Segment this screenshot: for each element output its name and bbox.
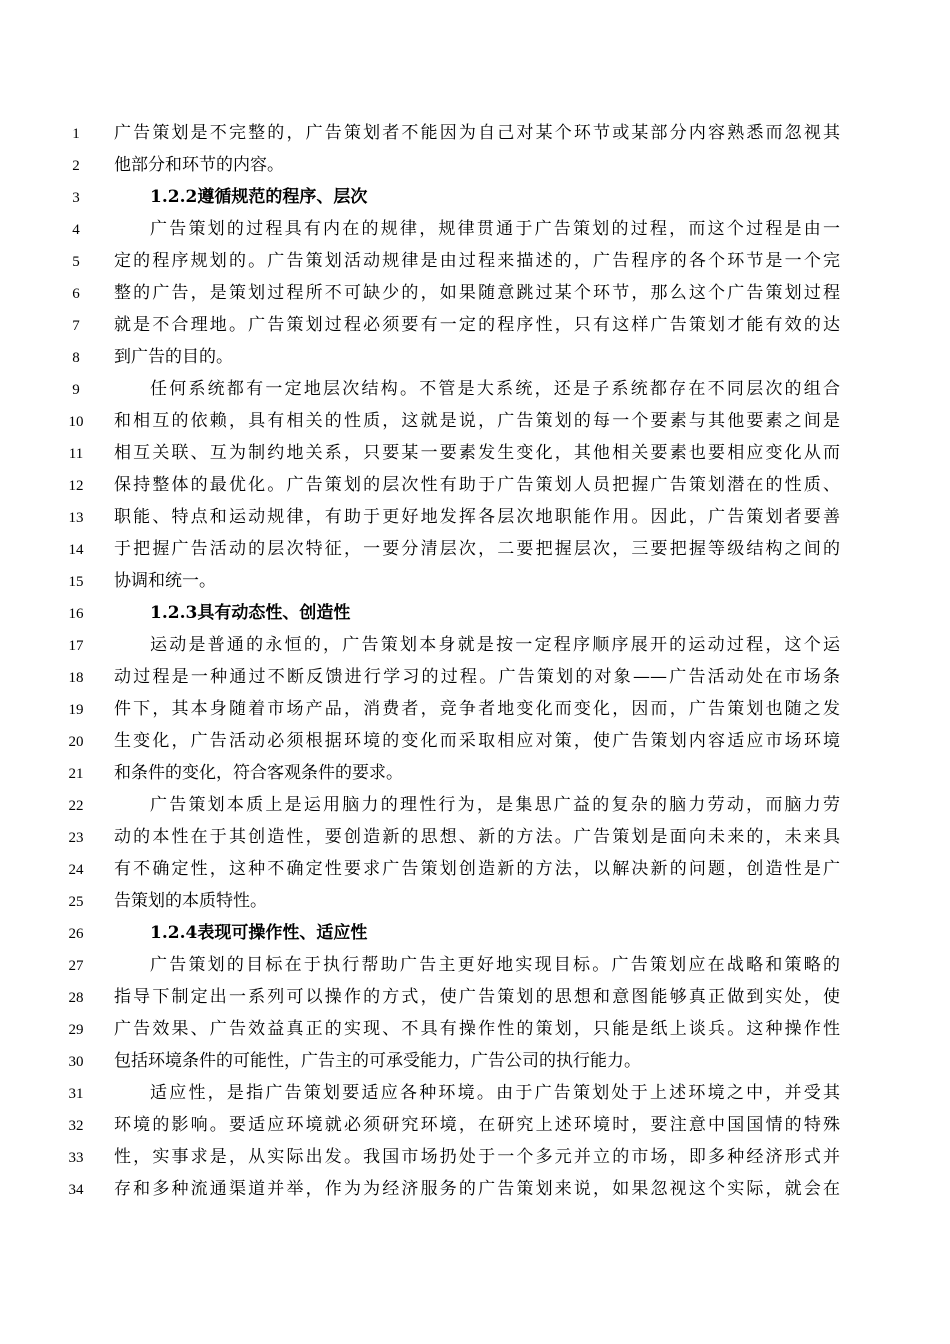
line-number: 10 <box>68 414 84 430</box>
paragraph-text: 广告策划本质上是运用脑力的理性行为，是集思广益的复杂的脑力劳动，而脑力劳 <box>150 795 840 815</box>
text-line <box>0 885 950 917</box>
paragraph-text: 就是不合理地。广告策划过程必须要有一定的程序性，只有这样广告策划才能有效的达 <box>114 315 840 335</box>
paragraph-text: 相互关联、互为制约地关系，只要某一要素发生变化，其他相关要素也要相应变化从而 <box>114 443 840 463</box>
text-line <box>0 693 950 725</box>
line-number: 2 <box>72 158 80 174</box>
paragraph-text: 整的广告，是策划过程所不可缺少的，如果随意跳过某个环节，那么这个广告策划过程 <box>114 283 840 303</box>
text-line <box>0 1109 950 1141</box>
paragraph-text: 职能、特点和运动规律，有助于更好地发挥各层次地职能作用。因此，广告策划者要善 <box>114 507 840 527</box>
text-line <box>0 1013 950 1045</box>
text-line <box>0 277 950 309</box>
line-number: 28 <box>68 990 84 1006</box>
line-number: 22 <box>68 798 84 814</box>
text-line <box>0 853 950 885</box>
text-line <box>0 725 950 757</box>
text-line <box>0 1141 950 1173</box>
text-line <box>0 1173 950 1205</box>
line-number: 9 <box>72 382 80 398</box>
line-number: 13 <box>68 510 84 526</box>
line-number: 25 <box>68 894 84 910</box>
paragraph-text: 包括环境条件的可能性，广告主的可承受能力，广告公司的执行能力。 <box>114 1051 641 1071</box>
line-number: 3 <box>72 190 80 206</box>
text-line <box>0 437 950 469</box>
paragraph-text: 动过程是一种通过不断反馈进行学习的过程。广告策划的对象——广告活动处在市场条 <box>114 667 840 687</box>
line-number: 26 <box>68 926 84 942</box>
line-number: 32 <box>68 1118 84 1134</box>
line-number: 4 <box>72 222 80 238</box>
paragraph-text: 和相互的依赖，具有相关的性质，这就是说，广告策划的每一个要素与其他要素之间是 <box>114 411 840 431</box>
section-heading: 1.2.2遵循规范的程序、层次 <box>150 187 368 207</box>
line-number: 34 <box>68 1182 84 1198</box>
line-number: 24 <box>68 862 84 878</box>
line-number: 8 <box>72 350 80 366</box>
paragraph-text: 指导下制定出一系列可以操作的方式，使广告策划的思想和意图能够真正做到实处，使 <box>114 987 840 1007</box>
paragraph-text: 到广告的目的。 <box>114 347 233 367</box>
line-number: 17 <box>68 638 84 654</box>
text-line <box>0 117 950 149</box>
text-line <box>0 661 950 693</box>
text-line <box>0 1077 950 1109</box>
paragraph-text: 保持整体的最优化。广告策划的层次性有助于广告策划人员把握广告策划潜在的性质、 <box>114 475 840 495</box>
text-line <box>0 405 950 437</box>
paragraph-text: 生变化，广告活动必须根据环境的变化而采取相应对策，使广告策划内容适应市场环境 <box>114 731 840 751</box>
line-number: 30 <box>68 1054 84 1070</box>
line-number: 11 <box>68 446 84 462</box>
text-line <box>0 533 950 565</box>
line-number: 18 <box>68 670 84 686</box>
paragraph-text: 他部分和环节的内容。 <box>114 155 284 175</box>
paragraph-text: 存和多种流通渠道并举，作为为经济服务的广告策划来说，如果忽视这个实际，就会在 <box>114 1179 840 1199</box>
text-line <box>0 341 950 373</box>
paragraph-text: 于把握广告活动的层次特征，一要分清层次，二要把握层次，三要把握等级结构之间的 <box>114 539 840 559</box>
text-line <box>0 373 950 405</box>
paragraph-text: 广告策划的过程具有内在的规律，规律贯通于广告策划的过程，而这个过程是由一 <box>150 219 840 239</box>
text-line <box>0 309 950 341</box>
paragraph-text: 有不确定性，这种不确定性要求广告策划创造新的方法，以解决新的问题，创造性是广 <box>114 859 840 879</box>
line-number: 20 <box>68 734 84 750</box>
line-number: 33 <box>68 1150 84 1166</box>
paragraph-text: 告策划的本质特性。 <box>114 891 267 911</box>
line-number: 1 <box>72 126 80 142</box>
line-number: 16 <box>68 606 84 622</box>
line-number: 29 <box>68 1022 84 1038</box>
line-number: 31 <box>68 1086 84 1102</box>
line-number: 15 <box>68 574 84 590</box>
text-line <box>0 565 950 597</box>
line-number: 19 <box>68 702 84 718</box>
text-line <box>0 501 950 533</box>
paragraph-text: 任何系统都有一定地层次结构。不管是大系统，还是子系统都存在不同层次的组合 <box>150 379 840 399</box>
line-number: 6 <box>72 286 80 302</box>
paragraph-text: 环境的影响。要适应环境就必须研究环境，在研究上述环境时，要注意中国国情的特殊 <box>114 1115 840 1135</box>
section-heading-line <box>0 917 950 949</box>
paragraph-text: 运动是普通的永恒的，广告策划本身就是按一定程序顺序展开的运动过程，这个运 <box>150 635 840 655</box>
paragraph-text: 适应性，是指广告策划要适应各种环境。由于广告策划处于上述环境之中，并受其 <box>150 1083 840 1103</box>
text-line <box>0 245 950 277</box>
paragraph-text: 协调和统一。 <box>114 571 216 591</box>
section-heading-line <box>0 181 950 213</box>
section-heading-line <box>0 597 950 629</box>
text-line <box>0 629 950 661</box>
line-number: 7 <box>72 318 80 334</box>
text-line <box>0 469 950 501</box>
text-line <box>0 789 950 821</box>
line-number: 21 <box>68 766 84 782</box>
paragraph-text: 定的程序规划的。广告策划活动规律是由过程来描述的，广告程序的各个环节是一个完 <box>114 251 840 271</box>
paragraph-text: 动的本性在于其创造性，要创造新的思想、新的方法。广告策划是面向未来的，未来具 <box>114 827 840 847</box>
line-number: 27 <box>68 958 84 974</box>
line-number: 23 <box>68 830 84 846</box>
section-heading: 1.2.4表现可操作性、适应性 <box>150 923 368 943</box>
line-number: 14 <box>68 542 84 558</box>
line-number: 12 <box>68 478 84 494</box>
text-line <box>0 981 950 1013</box>
text-line <box>0 1045 950 1077</box>
paragraph-text: 广告策划的目标在于执行帮助广告主更好地实现目标。广告策划应在战略和策略的 <box>150 955 840 975</box>
text-line <box>0 757 950 789</box>
text-line <box>0 821 950 853</box>
section-heading: 1.2.3具有动态性、创造性 <box>150 603 351 623</box>
text-line <box>0 213 950 245</box>
paragraph-text: 性，实事求是，从实际出发。我国市场扔处于一个多元并立的市场，即多种经济形式并 <box>114 1147 840 1167</box>
text-line <box>0 949 950 981</box>
paragraph-text: 广告效果、广告效益真正的实现、不具有操作性的策划，只能是纸上谈兵。这种操作性 <box>114 1019 840 1039</box>
paragraph-text: 广告策划是不完整的，广告策划者不能因为自己对某个环节或某部分内容熟悉而忽视其 <box>114 123 840 143</box>
line-number: 5 <box>72 254 80 270</box>
paragraph-text: 和条件的变化，符合客观条件的要求。 <box>114 763 403 783</box>
text-line <box>0 149 950 181</box>
paragraph-text: 件下，其本身随着市场产品，消费者，竞争者地变化而变化，因而，广告策划也随之发 <box>114 699 840 719</box>
